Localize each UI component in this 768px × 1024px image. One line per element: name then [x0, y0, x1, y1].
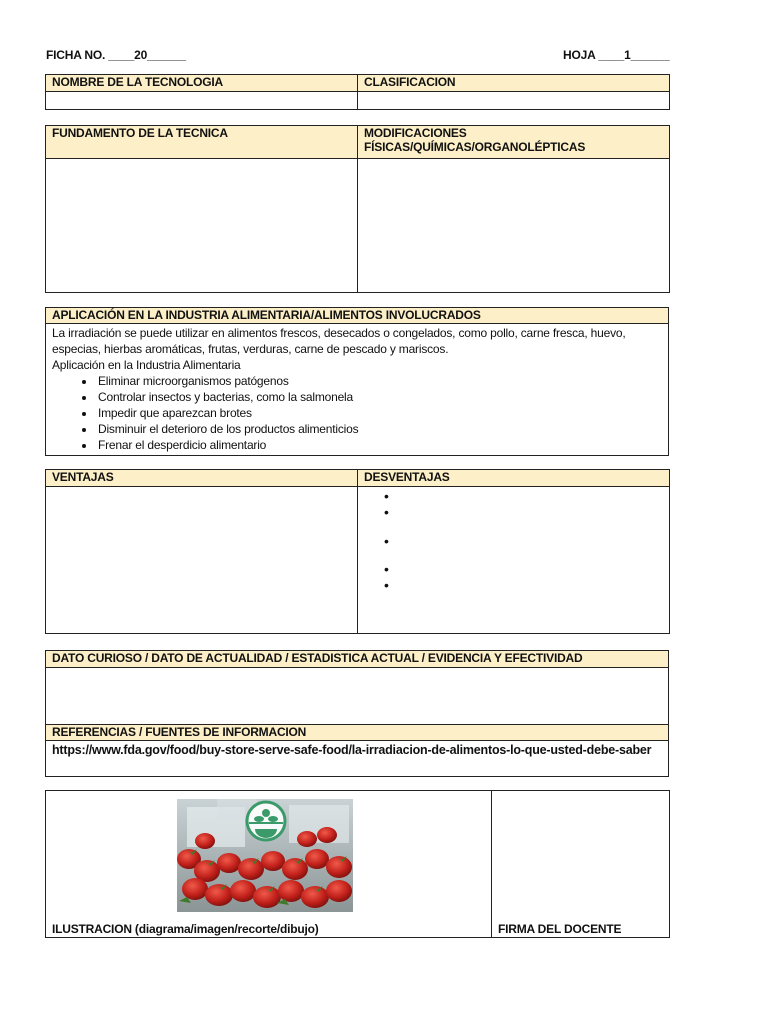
aplicacion-bullet-list	[52, 373, 662, 453]
reference-link[interactable]: https://www.fda.gov/food/buy-store-serve-safe-food/la-irradiacion-de-alimentos-lo-que-usted-debe-saber	[52, 743, 652, 757]
aplicacion-body	[46, 324, 669, 456]
aplicacion-heading: APLICACIÓN EN LA INDUSTRIA ALIMENTARIA/ALIMENTOS INVOLUCRADOS	[46, 308, 669, 324]
list-item: • Impedir que aparezcan brotes	[96, 405, 662, 421]
firma-label: FIRMA DEL DOCENTE	[498, 922, 622, 936]
ventajas-table	[45, 469, 670, 634]
aplicacion-paragraph: La irradiación se puede utilizar en alimentos frescos, desecados o congelados, como pollo, carne fresca, huevo, especias, hierbas aromáticas, frutas, verduras, carne de pescado y mariscos.	[52, 326, 626, 356]
radura-logo-icon	[246, 801, 286, 841]
desventajas-field[interactable]	[358, 487, 670, 634]
modificaciones-heading-line2: FÍSICAS/QUÍMICAS/ORGANOLÉPTICAS	[364, 140, 586, 154]
bullet-icon: •	[384, 488, 389, 504]
dato-curioso-table	[45, 650, 669, 777]
fundamento-heading: FUNDAMENTO DE LA TECNICA	[46, 126, 358, 159]
bullet-icon: •	[384, 533, 389, 549]
referencias-field	[46, 741, 669, 777]
list-item: • Frenar el desperdicio alimentario	[96, 437, 662, 453]
technology-name-heading: NOMBRE DE LA TECNOLOGIA	[46, 75, 358, 92]
referencias-heading: REFERENCIAS / FUENTES DE INFORMACION	[46, 725, 669, 741]
ventajas-heading: VENTAJAS	[46, 470, 358, 487]
dato-curioso-heading: DATO CURIOSO / DATO DE ACTUALIDAD / ESTADISTICA ACTUAL / EVIDENCIA Y EFECTIVIDAD	[46, 651, 669, 668]
strawberries-photo	[177, 799, 353, 912]
fundamento-table	[45, 125, 670, 293]
list-item: • Eliminar microorganismos patógenos	[96, 373, 662, 389]
fundamento-field[interactable]	[46, 159, 358, 293]
aplicacion-table	[45, 307, 669, 456]
aplicacion-subheading: Aplicación en la Industria Alimentaria	[52, 358, 241, 372]
modificaciones-heading-line1: MODIFICACIONES	[364, 126, 467, 140]
list-item: • Controlar insectos y bacterias, como la salmonela	[96, 389, 662, 405]
bullet-icon: •	[384, 577, 389, 593]
modificaciones-field[interactable]	[358, 159, 670, 293]
desventajas-heading: DESVENTAJAS	[358, 470, 670, 487]
ilustracion-label: ILUSTRACION (diagrama/imagen/recorte/dibujo)	[52, 922, 319, 936]
ilustracion-table	[45, 790, 670, 938]
classification-heading: CLASIFICACION	[358, 75, 670, 92]
classification-field[interactable]	[358, 92, 670, 110]
technology-name-table	[45, 74, 670, 110]
dato-curioso-field[interactable]	[46, 668, 669, 725]
technology-name-field[interactable]	[46, 92, 358, 110]
modificaciones-heading	[358, 126, 670, 159]
ventajas-field[interactable]	[46, 487, 358, 634]
ficha-number: FICHA NO. ____20______	[46, 48, 186, 62]
bullet-icon: •	[384, 561, 389, 577]
hoja-number: HOJA ____1______	[563, 48, 670, 62]
list-item: • Disminuir el deterioro de los productos alimenticios	[96, 421, 662, 437]
bullet-icon: •	[384, 504, 389, 520]
firma-cell[interactable]	[492, 791, 670, 938]
